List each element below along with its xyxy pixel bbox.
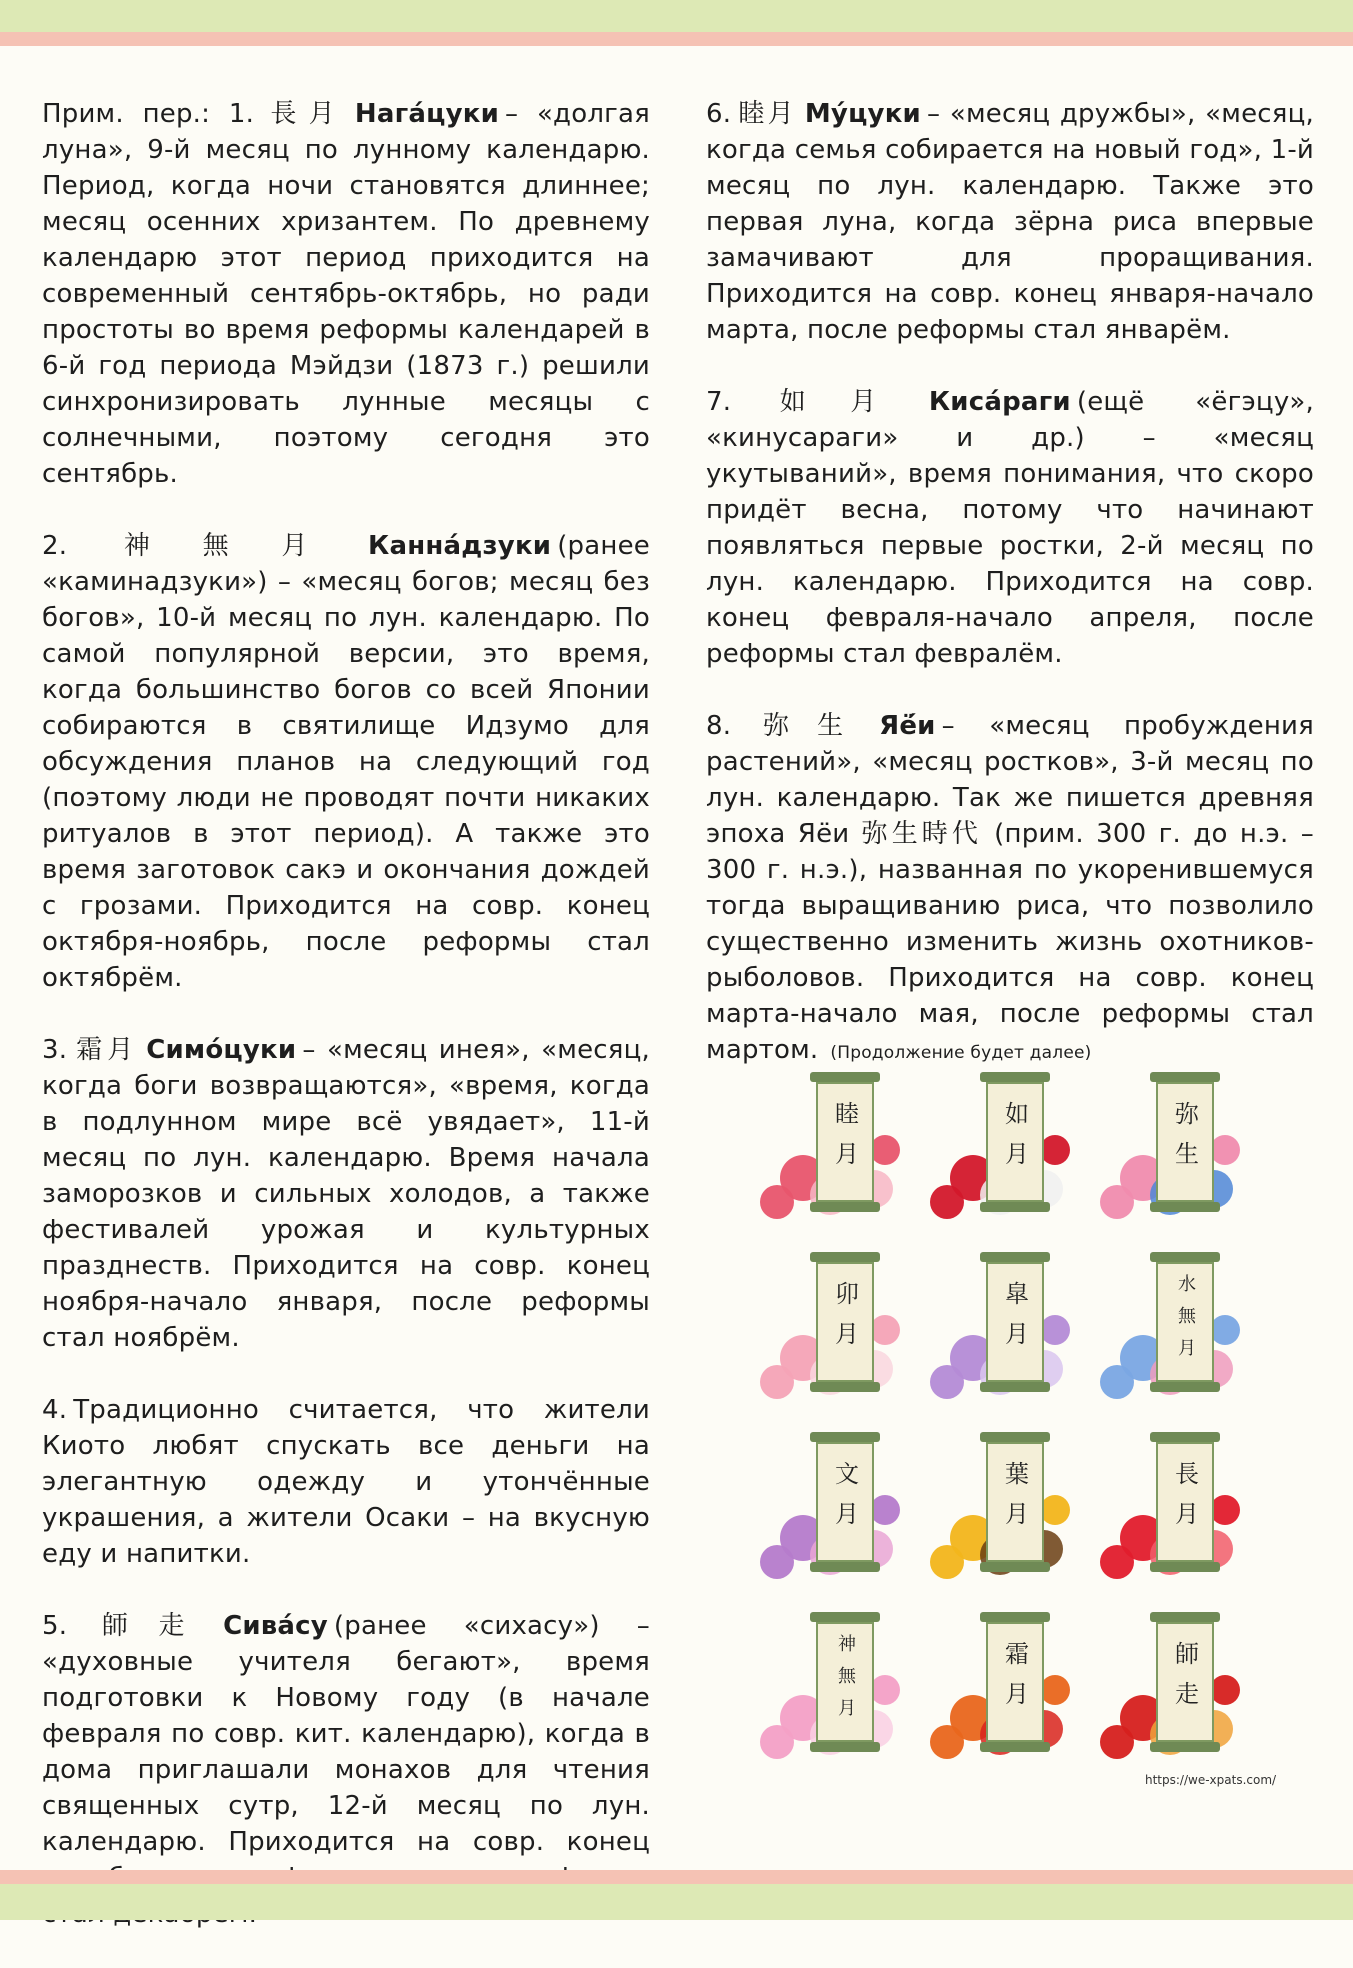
month-scroll [1100, 1060, 1260, 1230]
scroll-kanji: 月 [835, 1140, 859, 1168]
month-scroll [1100, 1600, 1260, 1770]
scroll-paper [816, 1622, 874, 1742]
hanging-scroll [810, 1432, 880, 1572]
note-number: 8. [706, 711, 732, 741]
scroll-kanji: 葉 [1005, 1460, 1029, 1488]
scroll-kanji: 月 [1005, 1680, 1029, 1708]
scroll-rod [980, 1072, 1050, 1082]
note-text: (ранее «сихасу») – «духовные учителя бегают», время подготовки к Новому году (в начале февраля по совр. кит. календарю), когда в дома приглашали монахов для чтения священных сутр, 12-й месяц по лун. календарю. Приходится на совр. конец [42, 1611, 650, 1857]
scroll-kanji: 月 [1005, 1500, 1029, 1528]
flower-decoration [1100, 1185, 1134, 1219]
hanging-scroll [1150, 1612, 1220, 1752]
month-scroll [930, 1060, 1090, 1230]
note-8 [706, 708, 1314, 1071]
scroll-kanji: 霜 [1005, 1640, 1029, 1668]
scroll-paper [1156, 1442, 1214, 1562]
scroll-kanji: 睦 [835, 1100, 859, 1128]
scroll-paper [816, 1442, 874, 1562]
note-number: 7. [706, 387, 732, 417]
flower-decoration [760, 1365, 794, 1399]
scroll-rod [1150, 1072, 1220, 1082]
scroll-rod [1150, 1742, 1220, 1752]
month-scroll [760, 1600, 920, 1770]
flower-decoration [760, 1725, 794, 1759]
scroll-kanji: 月 [1005, 1140, 1029, 1168]
note-3 [42, 1032, 650, 1356]
scroll-kanji: 弥 [1175, 1100, 1199, 1128]
hanging-scroll [980, 1252, 1050, 1392]
top-pink-band [0, 32, 1353, 46]
scroll-rod [980, 1562, 1050, 1572]
note-term: Сива́су [223, 1611, 328, 1641]
note-text: – «месяц инея», «месяц, когда боги возвращаются», «время, когда в подлунном мире всё увядает», 11-й месяц по лун. календарю. Время начала заморозков и сильных холодов, а также фестивалей урожая и культурных празднеств. Приходится на совр. конец ноября-начало января, после реформы стал ноябрём. [42, 1035, 650, 1353]
hanging-scroll [810, 1072, 880, 1212]
scroll-kanji: 無 [838, 1666, 856, 1687]
note-term: Симо́цуки [146, 1035, 297, 1065]
scroll-rod [810, 1382, 880, 1392]
scroll-paper [986, 1442, 1044, 1562]
flower-decoration [760, 1185, 794, 1219]
scroll-rod [1150, 1382, 1220, 1392]
scroll-kanji: 月 [835, 1320, 859, 1348]
scroll-kanji: 如 [1005, 1100, 1029, 1128]
note-text: Традиционно считается, что жители Киото любят спускать все деньги на элегантную одежду и утончённые украшения, а жители Осаки – на вкусную еду и напитки. [42, 1395, 650, 1569]
right-column [706, 96, 1314, 1107]
scroll-rod [980, 1382, 1050, 1392]
flower-decoration [1100, 1545, 1134, 1579]
flower-decoration [1100, 1365, 1134, 1399]
note-term: Нага́цуки [354, 99, 499, 129]
scroll-kanji: 長 [1175, 1460, 1199, 1488]
scroll-kanji: 走 [1175, 1680, 1199, 1708]
bottom-pink-band [0, 1870, 1353, 1884]
scroll-rod [1150, 1252, 1220, 1262]
hanging-scroll [980, 1432, 1050, 1572]
note-term: Яё́и [879, 711, 936, 741]
scroll-rod [980, 1202, 1050, 1212]
note-text: – «месяц пробуждения растений», «месяц ростков», 3-й месяц по лун. календарю. Так же пишется древняя эпоха Яёи 弥生時代 (прим. 300 г. до н.э. – 300 г. н.э.), названная по укоренившемуся тогда выращиванию риса, что позволило существенно изменить жизнь охотников-рыболовов. Приходится на совр. конец марта-начало мая, после реформы стал мартом. [706, 711, 1314, 1065]
scroll-rod [1150, 1562, 1220, 1572]
scroll-kanji: 卯 [835, 1280, 859, 1308]
scroll-kanji: 月 [838, 1698, 856, 1719]
note-7 [706, 384, 1314, 672]
bottom-green-band [0, 1884, 1353, 1920]
note-number: 6. [706, 99, 732, 129]
scroll-paper [1156, 1262, 1214, 1382]
note-term: Му́цуки [804, 99, 921, 129]
image-credit: https://we-xpats.com/ [1145, 1773, 1277, 1787]
note-kanji: 如月 [737, 387, 921, 417]
flower-decoration [930, 1545, 964, 1579]
note-kanji: 師走 [73, 1611, 216, 1641]
scroll-kanji: 神 [838, 1634, 856, 1655]
month-scroll [930, 1240, 1090, 1410]
flower-decoration [930, 1185, 964, 1219]
scroll-rod [1150, 1612, 1220, 1622]
month-scroll [760, 1240, 920, 1410]
scroll-paper [986, 1262, 1044, 1382]
scroll-rod [1150, 1202, 1220, 1212]
continued-note: (Продолжение будет далее) [830, 1043, 1092, 1063]
note-kanji: 睦月 [737, 99, 797, 129]
flower-decoration [1100, 1725, 1134, 1759]
note-1 [42, 96, 650, 492]
hanging-scroll [1150, 1072, 1220, 1212]
flower-decoration [930, 1725, 964, 1759]
scroll-rod [810, 1612, 880, 1622]
note-text: (ранее «каминадзуки») – «месяц богов; месяц без богов», 10-й месяц по лун. календарю. По самой популярной версии, это время, когда большинство богов со всей Японии собираются в святилище Идзумо для обсуждения планов на следующий год (поэтому люди не проводят почти никаких ритуалов в этот период). А также это время заготовок сакэ и окончания дождей с грозами. Приходится на совр. конец октября-ноябрь, после реформы стал октябрём. [42, 531, 650, 993]
note-number: Прим. пер.: 1. [42, 99, 255, 129]
scroll-kanji: 月 [835, 1500, 859, 1528]
month-scroll [930, 1420, 1090, 1590]
scroll-paper [1156, 1082, 1214, 1202]
note-number: 2. [42, 531, 68, 561]
scroll-rod [810, 1432, 880, 1442]
note-2 [42, 528, 650, 996]
flower-decoration [760, 1545, 794, 1579]
hanging-scroll [980, 1612, 1050, 1752]
scroll-rod [810, 1072, 880, 1082]
scroll-kanji: 無 [1178, 1306, 1196, 1327]
note-number: 3. [42, 1035, 68, 1065]
note-number: 5. [42, 1611, 68, 1641]
note-text: – «месяц дружбы», «месяц, когда семья собирается на новый год», 1-й месяц по лун. календарю. Также это первая луна, когда зёрна риса впервые замачивают для проращивания. Приходится на совр. конец января-начало марта, после реформы стал январём. [706, 99, 1314, 345]
note-kanji: 長月 [260, 99, 347, 129]
hanging-scroll [810, 1612, 880, 1752]
scroll-rod [980, 1742, 1050, 1752]
scroll-kanji: 文 [835, 1460, 859, 1488]
month-scroll [760, 1420, 920, 1590]
scroll-kanji: 生 [1175, 1140, 1199, 1168]
scroll-kanji: 皐 [1005, 1280, 1029, 1308]
note-kanji: 弥生 [737, 711, 872, 741]
month-scroll [1100, 1240, 1260, 1410]
scroll-kanji: 月 [1005, 1320, 1029, 1348]
scroll-rod [810, 1252, 880, 1262]
month-scroll [760, 1060, 920, 1230]
hanging-scroll [980, 1072, 1050, 1212]
scroll-rod [980, 1432, 1050, 1442]
scroll-paper [816, 1262, 874, 1382]
hanging-scroll [1150, 1432, 1220, 1572]
scroll-rod [1150, 1432, 1220, 1442]
scroll-kanji: 月 [1175, 1500, 1199, 1528]
scroll-kanji: 師 [1175, 1640, 1199, 1668]
note-kanji: 神無月 [73, 531, 361, 561]
hanging-scroll [810, 1252, 880, 1392]
scroll-paper [986, 1082, 1044, 1202]
scroll-paper [986, 1622, 1044, 1742]
flower-decoration [930, 1365, 964, 1399]
scroll-rod [810, 1742, 880, 1752]
scroll-paper [816, 1082, 874, 1202]
note-number: 4. [42, 1395, 68, 1425]
note-4 [42, 1392, 650, 1572]
note-text: (ещё «ёгэцу», «кинусараги» и др.) – «месяц укутываний», время понимания, что скоро придёт весна, потому что начинают появляться первые ростки, 2-й месяц по лун. календарю. Приходится на совр. конец февраля-начало апреля, после реформы стал февралём. [706, 387, 1314, 669]
scroll-paper [1156, 1622, 1214, 1742]
scroll-kanji: 月 [1178, 1338, 1196, 1359]
hanging-scroll [1150, 1252, 1220, 1392]
note-term: Киса́раги [928, 387, 1071, 417]
month-scroll [1100, 1420, 1260, 1590]
month-scrolls-illustration [760, 1060, 1280, 1780]
month-scroll [930, 1600, 1090, 1770]
scroll-rod [810, 1562, 880, 1572]
note-term: Канна́дзуки [368, 531, 552, 561]
left-column [42, 96, 650, 1968]
scroll-rod [980, 1252, 1050, 1262]
top-green-band [0, 0, 1353, 32]
note-text: – «долгая луна», 9-й месяц по лунному календарю. Период, когда ночи становятся длиннее; месяц осенних хризантем. По древнему календарю этот период приходится на современный сентябрь-октябрь, но ради простоты во время реформы календарей в 6-й год периода Мэйдзи (1873 г.) решили синхронизировать лунные месяцы с солнечными, поэтому сегодня это сентябрь. [42, 99, 650, 489]
note-kanji: 霜月 [73, 1035, 139, 1065]
note-6 [706, 96, 1314, 348]
scroll-rod [810, 1202, 880, 1212]
scroll-rod [980, 1612, 1050, 1622]
scroll-kanji: 水 [1178, 1274, 1196, 1295]
